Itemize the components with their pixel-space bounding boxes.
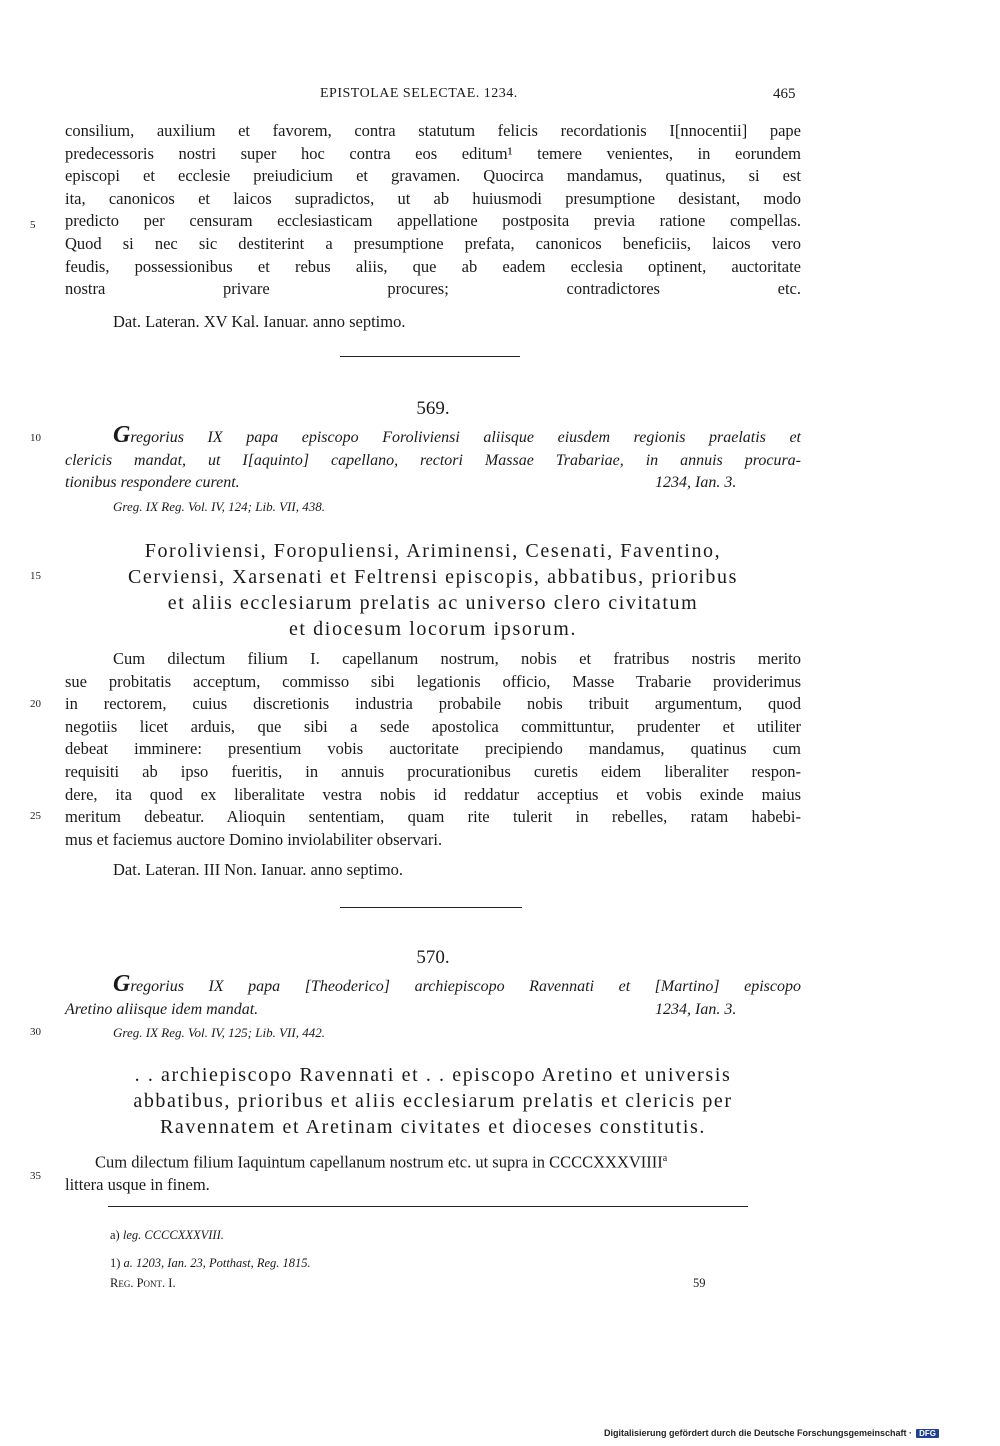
summary-line: tionibus respondere curent. 1234, Ian. 3. [65,472,801,495]
text-line: Cum dilectum filium Iaquintum capellanum nostrum etc. ut supra in CCCCXXXVIIII$^a$ [95,1152,668,1172]
line-number: 35 [30,1170,41,1182]
footnote-marker: a [662,1153,668,1164]
address-line: abbatibus, prioribus et aliis ecclesiarum prelatis et clericis per [133,1090,733,1112]
letter-date: 1234, Ian. 3. [655,474,737,492]
text-line: ita, canonicos et laicos supradictos, ut ab huiusmodi presumptione desistant, modo [65,188,801,208]
summary-line: Aretino aliisque idem mandat. 1234, Ian. 3. [65,999,801,1022]
text-line: mus et faciemus auctore Domino inviolabiliter observari. [65,829,443,849]
address-line: . . archiepiscopo Ravennati et . . episcopo Aretino et universis [134,1064,732,1086]
summary-line: Gregorius IX papa [Theoderico] archiepiscopo Ravennati et [Martino] episcopo [113,971,801,997]
text-line: Quod si nec sic destiterint a presumptione prefata, canonicos beneficiis, laicos vero [65,233,801,253]
line-number: 5 [30,219,36,231]
footnote-1: 1) a. 1203, Ian. 23, Potthast, Reg. 1815. [110,1256,311,1270]
dating-clause: Dat. Lateran. XV Kal. Ianuar. anno septimo. [113,312,406,331]
page-number: 465 [773,86,796,102]
letter-number: 569. [416,398,450,419]
initial-letter: G [113,422,131,448]
text-line: predicto per censuram ecclesiasticam appellatione postposita previa ratione compellas. [65,211,801,231]
address-line: Ravennatem et Aretinam civitates et dioceses constitutis. [159,1116,707,1138]
initial-letter: G [113,971,131,997]
register-source: Greg. IX Reg. Vol. IV, 125; Lib. VII, 442. [113,1025,325,1040]
text-line: consilium, auxilium et favorem, contra statutum felicis recordationis I[nnocentii] pape [65,121,801,140]
footnote-a: a) leg. CCCCXXXVIII. [110,1228,224,1242]
summary-line: Gregorius IX papa episcopo Foroliviensi aliisque eiusdem regionis praelatis et [113,422,801,448]
register-source: Greg. IX Reg. Vol. IV, 124; Lib. VII, 438. [113,499,325,514]
text-line: Cum dilectum filium I. capellanum nostrum, nobis et fratribus nostris merito [113,649,801,668]
letter-number: 570. [416,947,450,968]
address-line: Cerviensi, Xarsenati et Feltrensi episcopis, abbatibus, prioribus [127,566,738,588]
text-line: negotiis licet arduis, que sibi a sede apostolica committuntur, prudenter et utiliter [65,716,801,736]
signature-mark: Reg. Pont. I. [110,1276,176,1290]
letter-summary [65,424,801,495]
letter-body [65,1148,801,1197]
address-block [65,1062,801,1140]
line-number: 10 [30,432,41,444]
text-line: debeat imminere: presentium vobis auctoritate precipiendo mandamus, quatinus cum [65,739,801,759]
address-line: Foroliviensi, Foropuliensi, Ariminensi, Cesenati, Faventino, [144,540,722,562]
text-line: in rectorem, cuius discretionis industria probabile nobis tribuit argumentum, quod [65,694,801,714]
text-line: sue probitatis acceptum, commisso sibi legationis officio, Masse Trabarie providerimus [65,671,801,691]
text-line: predecessoris nostri super hoc contra eos editum¹ temere venientes, in eorundem [65,143,801,163]
text-line: littera usque in finem. [65,1175,210,1195]
address-line: et diocesum locorum ipsorum. [288,618,578,640]
text-line: feudis, possessionibus et rebus aliis, que ab eadem ecclesia optinent, auctoritate [65,256,801,276]
text-line: nostra privare procures; contradictores etc. [65,279,801,299]
dating-clause: Dat. Lateran. III Non. Ianuar. anno septimo. [113,860,404,879]
section-divider [340,356,520,357]
text-line: requisiti ab ipso fueritis, in annuis procurationibus curetis eidem liberaliter respon- [65,761,801,781]
text-line: dere, ita quod ex liberalitate vestra nobis id reddatur acceptius et vobis exinde maius [65,784,801,804]
section-divider [340,907,522,908]
summary-line: clericis mandat, ut I[aquinto] capellano, rectori Massae Trabariae, in annuis procura- [65,451,801,469]
address-block [65,538,801,642]
letter-body [65,648,801,851]
digitization-note: Digitalisierung gefördert durch die Deutsche Forschungsgemeinschaft · DFG [604,1428,939,1438]
letter-date: 1234, Ian. 3. [655,1000,737,1018]
text-line: meritum debeatur. Alioquin sententiam, quam rite tulerit in rebelles, ratam habebi- [65,807,801,827]
signature-number: 59 [693,1276,706,1290]
letter-summary [65,973,801,1021]
line-number: 20 [30,698,41,710]
running-title: EPISTOLAE SELECTAE. 1234. [320,86,518,101]
line-number: 25 [30,810,41,822]
dfg-logo: DFG [916,1429,939,1438]
line-number: 15 [30,570,41,582]
intro-paragraph [65,120,801,301]
line-number: 30 [30,1026,41,1038]
text-line: episcopi et ecclesie preiudicium et gravamen. Quocirca mandamus, quatinus, si est [65,166,801,186]
address-line: et aliis ecclesiarum prelatis ac universo clero civitatum [167,592,699,614]
footnote-rule [108,1206,748,1207]
